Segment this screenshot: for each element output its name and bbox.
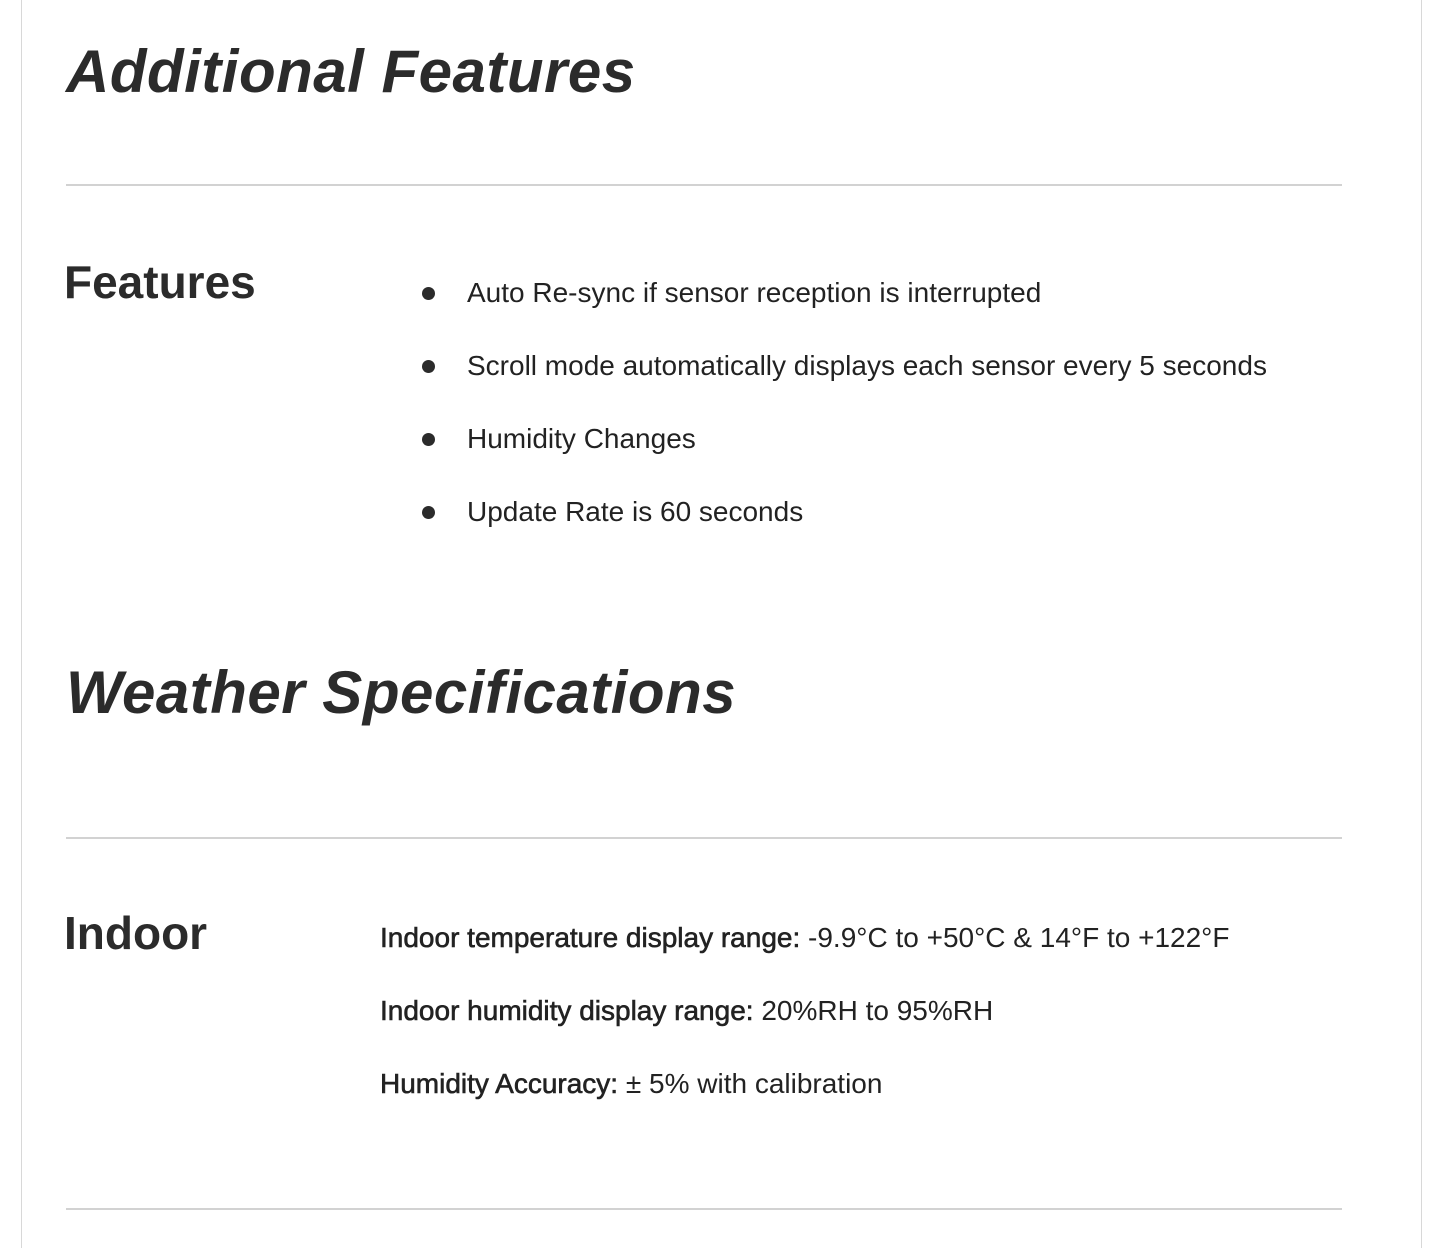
spec-value: 20%RH to 95%RH — [753, 995, 994, 1026]
spec-row — [380, 917, 1229, 990]
feature-text: Scroll mode automatically displays each sensor every 5 seconds — [467, 350, 1267, 381]
spec-row — [380, 1063, 1229, 1136]
additional-features-title: Additional Features — [66, 38, 636, 105]
page-border-left — [21, 0, 22, 1248]
bullet-icon — [422, 506, 435, 519]
indoor-spec-list — [380, 917, 1229, 1136]
features-heading: Features — [64, 256, 256, 308]
feature-text: Humidity Changes — [467, 423, 696, 454]
indoor-heading: Indoor — [64, 907, 208, 959]
spec-value: -9.9°C to +50°C & 14°F to +122°F — [800, 922, 1230, 953]
divider — [66, 1208, 1342, 1210]
weather-specifications-title: Weather Specifications — [66, 659, 737, 726]
bullet-icon — [422, 287, 435, 300]
divider — [66, 837, 1342, 839]
divider — [66, 184, 1342, 186]
spec-value: ± 5% with calibration — [618, 1068, 883, 1099]
bullet-icon — [422, 433, 435, 446]
feature-text: Auto Re-sync if sensor reception is interrupted — [467, 277, 1042, 308]
spec-label: Indoor temperature display range: — [380, 922, 801, 953]
spec-label: Indoor humidity display range: — [380, 995, 754, 1026]
page-border-right — [1421, 0, 1422, 1248]
spec-row — [380, 990, 1229, 1063]
feature-text: Update Rate is 60 seconds — [467, 496, 804, 527]
spec-label: Humidity Accuracy: — [380, 1068, 619, 1099]
bullet-icon — [422, 360, 435, 373]
